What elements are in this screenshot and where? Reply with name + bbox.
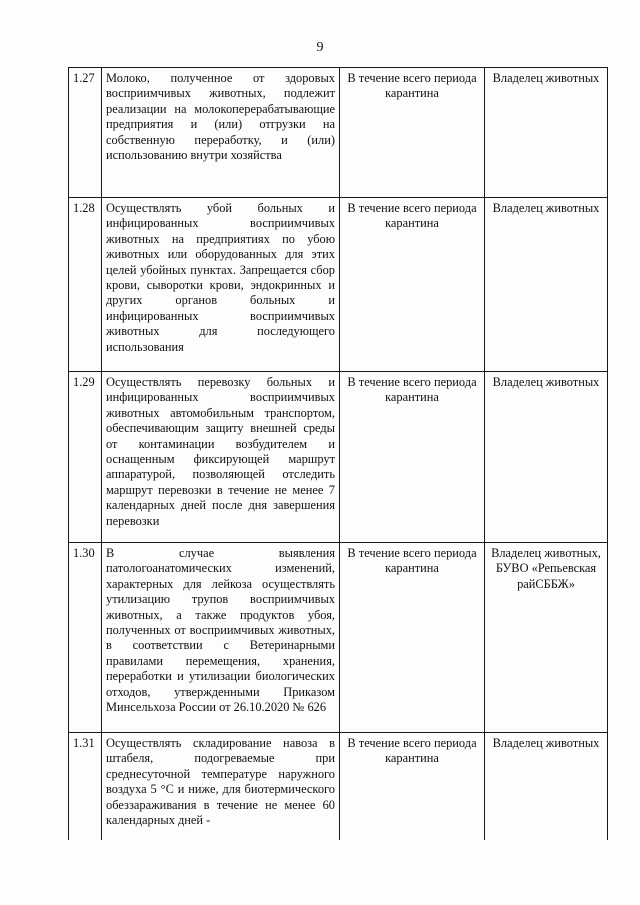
row-action: Осуществлять перевозку больных и инфицированных восприимчивых животных автомобильным транспортом, обеспечивающим защиту внешней среды от контаминации возбудителем и оснащенным фиксирующей маршрут аппаратурой, позволяющей отследить маршрут перевозки в течение не менее 7 календарных дней после дня завершения перевозки xyxy=(102,372,340,543)
measures-table xyxy=(68,67,608,840)
row-responsible: Владелец животных xyxy=(485,68,608,198)
row-number: 1.28 xyxy=(69,198,102,372)
table-row xyxy=(69,733,608,841)
row-term: В течение всего периода карантина xyxy=(340,733,485,841)
row-responsible: Владелец животных xyxy=(485,372,608,543)
row-term: В течение всего периода карантина xyxy=(340,198,485,372)
row-action: Осуществлять убой больных и инфицированных восприимчивых животных на предприятиях по убою животных или оборудованных для этих целей убойных пунктах. Запрещается сбор крови, сыворотки крови, эндокринных и других органов больных и инфицированных восприимчивых животных для последующего использования xyxy=(102,198,340,372)
row-responsible: Владелец животных, БУВО «Репьевская райСББЖ» xyxy=(485,543,608,733)
row-responsible: Владелец животных xyxy=(485,733,608,841)
row-action: Осуществлять складирование навоза в штабеля, подогреваемые при среднесуточной температуре наружного воздуха 5 °С и ниже, для биотермического обеззараживания в течение не менее 60 календарных дней - xyxy=(102,733,340,841)
row-number: 1.31 xyxy=(69,733,102,841)
page-number: 9 xyxy=(316,40,324,55)
row-term: В течение всего периода карантина xyxy=(340,68,485,198)
row-action: В случае выявления патологоанатомических изменений, характерных для лейкоза осуществлять утилизацию трупов восприимчивых животных, а также продуктов убоя, полученных от восприимчивых животных, в соответствии с Ветеринарными правилами перемещения, хранения, переработки и утилизации биологических отходов, утвержденными Приказом Минсельхоза России от 26.10.2020 № 626 xyxy=(102,543,340,733)
row-term: В течение всего периода карантина xyxy=(340,543,485,733)
row-term: В течение всего периода карантина xyxy=(340,372,485,543)
table-row xyxy=(69,68,608,198)
row-number: 1.30 xyxy=(69,543,102,733)
row-number: 1.29 xyxy=(69,372,102,543)
row-number: 1.27 xyxy=(69,68,102,198)
table-row xyxy=(69,198,608,372)
table-row xyxy=(69,372,608,543)
row-responsible: Владелец животных xyxy=(485,198,608,372)
row-action: Молоко, полученное от здоровых восприимчивых животных, подлежит реализации на молокоперерабатывающие предприятия и (или) отгрузки на собственную переработку, и (или) использованию внутри хозяйства xyxy=(102,68,340,198)
table-row xyxy=(69,543,608,733)
